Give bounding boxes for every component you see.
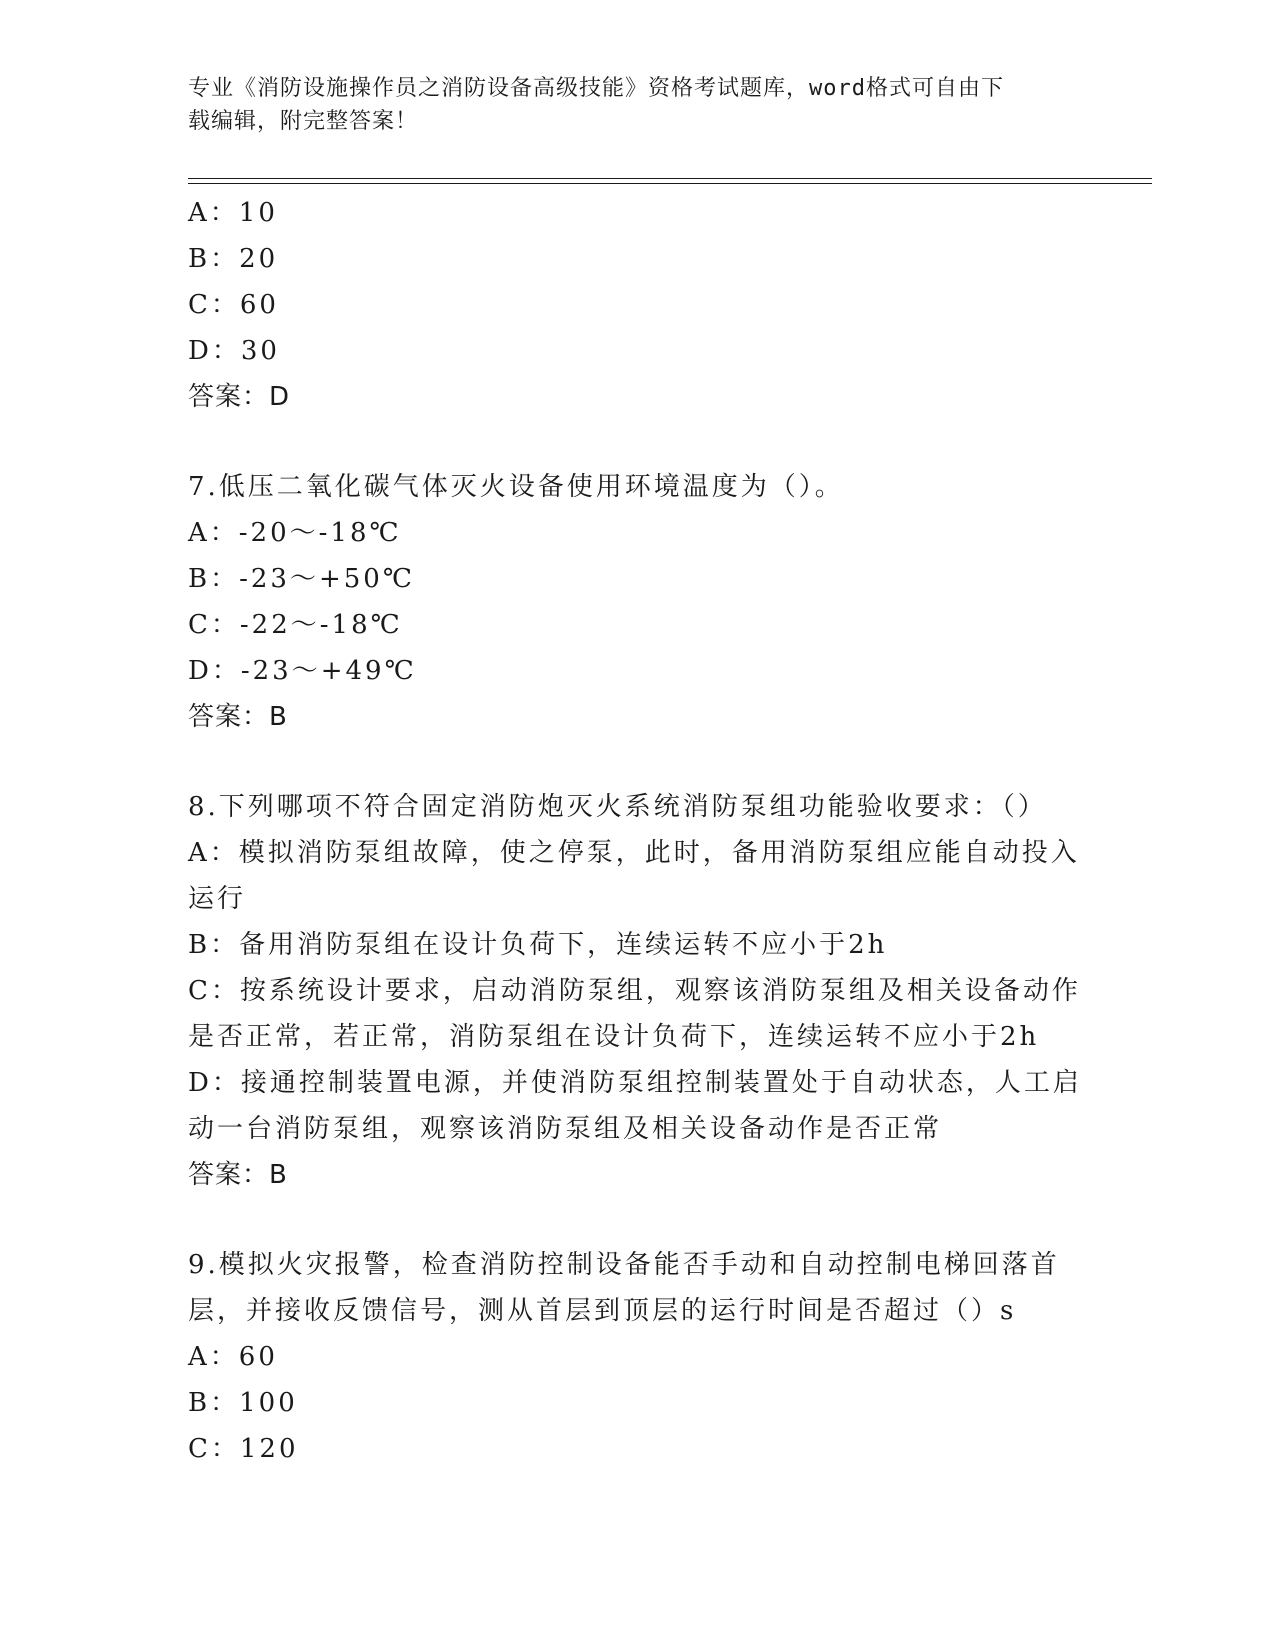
option-d: D：-23～+49℃ bbox=[188, 656, 417, 686]
option-a: A：-20～-18℃ bbox=[188, 518, 402, 548]
option-b: B：备用消防泵组在设计负荷下，连续运转不应小于2h bbox=[188, 930, 888, 960]
header-line-2: 载编辑，附完整答案！ bbox=[188, 109, 419, 134]
option-c-line-1: C：按系统设计要求，启动消防泵组，观察该消防泵组及相关设备动作 bbox=[188, 976, 1081, 1006]
option-d-line-1: D：接通控制装置电源，并使消防泵组控制装置处于自动状态，人工启 bbox=[188, 1068, 1082, 1098]
option-a: A：10 bbox=[188, 198, 278, 228]
answer: 答案：B bbox=[188, 1160, 288, 1190]
spacer bbox=[188, 420, 1088, 464]
option-b: B：-23～+50℃ bbox=[188, 564, 415, 594]
option-c: C：120 bbox=[188, 1434, 299, 1464]
question-stem-line-1: 9.模拟火灾报警，检查消防控制设备能否手动和自动控制电梯回落首 bbox=[188, 1250, 1060, 1280]
question-6 bbox=[188, 190, 1088, 420]
answer: 答案：D bbox=[188, 382, 291, 412]
option-b: B：20 bbox=[188, 244, 279, 274]
header-line-1: 专业《消防设施操作员之消防设备高级技能》资格考试题库，word格式可自由下 bbox=[188, 76, 1004, 101]
spacer bbox=[188, 1198, 1088, 1242]
question-7 bbox=[188, 464, 1088, 740]
answer: 答案：B bbox=[188, 702, 288, 732]
option-a: A：60 bbox=[188, 1342, 278, 1372]
option-d: D：30 bbox=[188, 336, 280, 366]
spacer bbox=[188, 740, 1088, 784]
question-stem-line-2: 层，并接收反馈信号，测从首层到顶层的运行时间是否超过（）s bbox=[188, 1296, 1017, 1326]
option-a-line-1: A：模拟消防泵组故障，使之停泵，此时，备用消防泵组应能自动投入 bbox=[188, 838, 1080, 868]
option-b: B：100 bbox=[188, 1388, 298, 1418]
option-c: C：-22～-18℃ bbox=[188, 610, 403, 640]
option-c: C：60 bbox=[188, 290, 279, 320]
header-divider-top bbox=[188, 178, 1152, 179]
document-header bbox=[188, 72, 1068, 138]
question-stem: 7.低压二氧化碳气体灭火设备使用环境温度为（）。 bbox=[188, 472, 844, 502]
question-list bbox=[188, 190, 1088, 1472]
question-9 bbox=[188, 1242, 1088, 1472]
option-d-line-2: 动一台消防泵组，观察该消防泵组及相关设备动作是否正常 bbox=[188, 1114, 943, 1144]
header-divider-bottom bbox=[188, 183, 1152, 184]
question-stem: 8.下列哪项不符合固定消防炮灭火系统消防泵组功能验收要求：（） bbox=[188, 792, 1047, 822]
option-c-line-2: 是否正常，若正常，消防泵组在设计负荷下，连续运转不应小于2h bbox=[188, 1022, 1040, 1052]
question-8 bbox=[188, 784, 1088, 1198]
option-a-line-2: 运行 bbox=[188, 884, 247, 914]
